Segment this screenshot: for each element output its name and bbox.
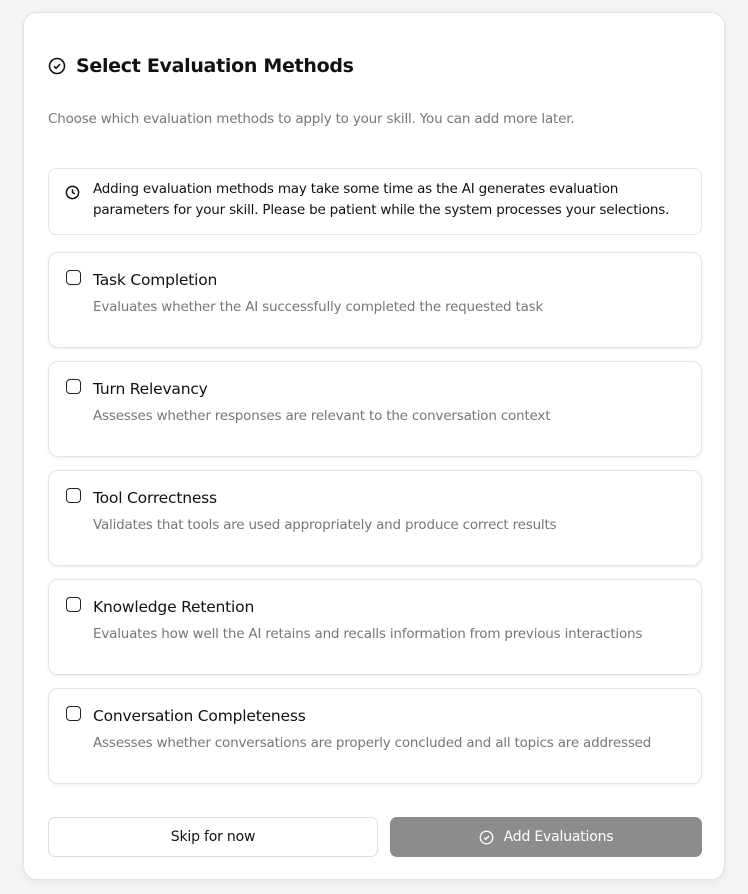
method-checkbox[interactable] <box>66 706 81 721</box>
add-evaluations-button[interactable] <box>390 817 702 857</box>
method-checkbox[interactable] <box>66 597 81 612</box>
method-name: Tool Correctness <box>93 489 217 507</box>
evaluation-method-option[interactable] <box>48 470 702 566</box>
method-name: Turn Relevancy <box>93 380 208 398</box>
method-name: Conversation Completeness <box>93 707 306 725</box>
info-text: Adding evaluation methods may take some time as the AI generates evaluation parameters for your skill. Please be patient while the system processes your selections. <box>93 181 670 218</box>
clock-icon <box>65 185 80 200</box>
method-name: Knowledge Retention <box>93 598 255 616</box>
method-description: Assesses whether responses are relevant to the conversation context <box>93 408 551 424</box>
method-description: Validates that tools are used appropriately and produce correct results <box>93 517 557 533</box>
method-checkbox[interactable] <box>66 270 81 285</box>
page-title <box>48 55 354 77</box>
evaluation-method-option[interactable] <box>48 361 702 457</box>
evaluation-method-option[interactable] <box>48 688 702 784</box>
method-description: Evaluates how well the AI retains and recalls information from previous interactions <box>93 626 643 642</box>
subtitle: Choose which evaluation methods to apply to your skill. You can add more later. <box>48 111 575 127</box>
add-label: Add Evaluations <box>503 829 614 845</box>
skip-button[interactable] <box>48 817 378 857</box>
title-text: Select Evaluation Methods <box>76 55 354 77</box>
evaluation-methods-card <box>23 12 725 880</box>
info-notice <box>48 168 702 235</box>
skip-label: Skip for now <box>170 829 256 845</box>
check-circle-icon <box>48 57 66 75</box>
method-description: Assesses whether conversations are properly concluded and all topics are addressed <box>93 735 652 751</box>
method-checkbox[interactable] <box>66 379 81 394</box>
evaluation-method-option[interactable] <box>48 252 702 348</box>
check-circle-icon <box>479 830 494 845</box>
method-description: Evaluates whether the AI successfully completed the requested task <box>93 299 544 315</box>
method-checkbox[interactable] <box>66 488 81 503</box>
method-name: Task Completion <box>93 271 218 289</box>
evaluation-method-option[interactable] <box>48 579 702 675</box>
